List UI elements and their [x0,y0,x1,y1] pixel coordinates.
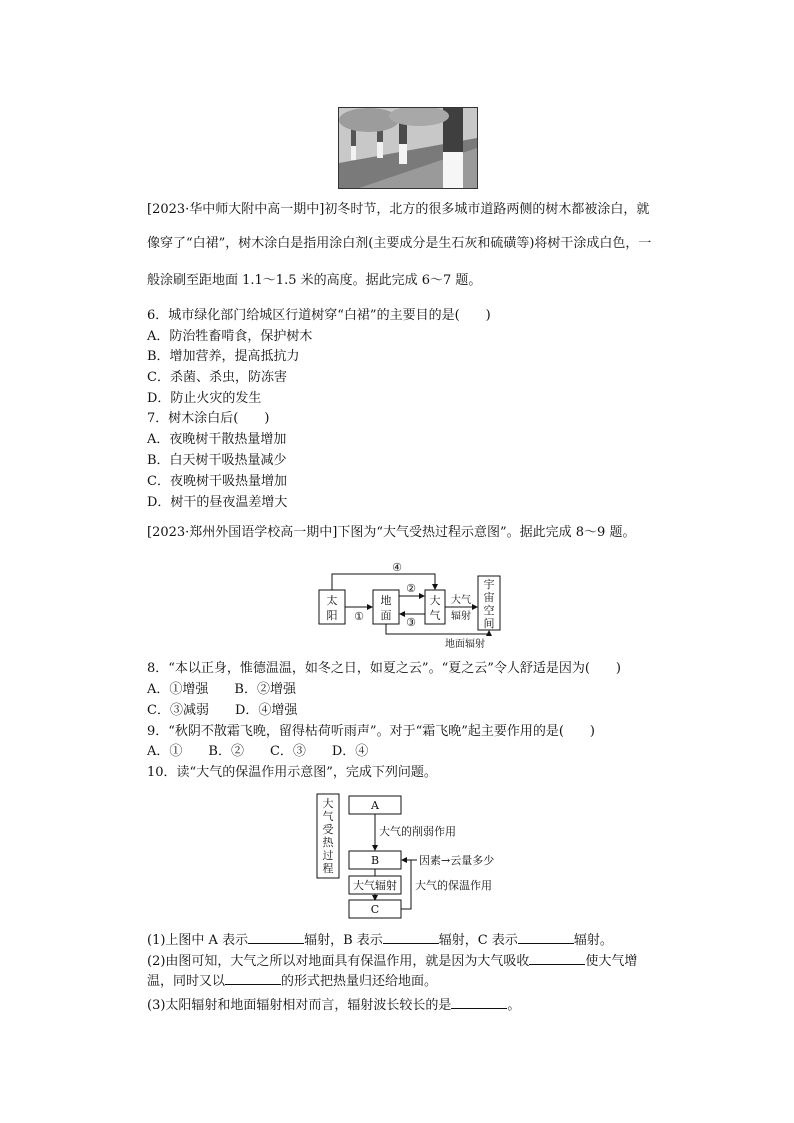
answer-blank-a[interactable] [248,931,304,944]
q6-option-d: D．防止火灾的发生 [147,391,262,406]
q9-options-row: A．① B．② C．③ D．④ [147,744,369,759]
ground-label-2: 面 [380,609,392,622]
q7-option-a: A．夜晚树干散热量增加 [147,432,287,447]
answer-blank-b[interactable] [383,931,439,944]
side-char-2: 气 [322,810,334,823]
keep-warm-label: 大气的保温作用 [415,879,492,892]
q7-option-c: C．夜晚树干吸热量增加 [147,474,287,489]
q7-stem: 7．树木涂白后( ) [147,411,270,426]
sub2-text-3: 温，同时又以 [147,974,226,989]
arrow-2-label: ② [406,582,416,595]
space-label-1: 宇 [483,578,495,591]
space-label-2: 宙 [483,591,495,604]
sub2-text-4: 的形式把热量归还给地面。 [281,974,438,989]
ground-label-1: 地 [380,594,392,607]
box-c-label: C [370,903,380,916]
answer-blank-form[interactable] [225,972,281,985]
intro-line-3: 般涂刷至距地面 1.1～1.5 米的高度。据此完成 6～7 题。 [147,273,482,288]
q9-stem: 9．“秋阴不散霜飞晚，留得枯荷听雨声”。对于“霜飞晚”起主要作用的是( ) [147,724,595,739]
side-char-6: 程 [322,862,334,875]
sub2-text-2: 使大气增 [585,954,638,969]
ground-radiation-label: 地面辐射 [445,639,485,650]
q10-stem: 10．读“大气的保温作用示意图”，完成下列问题。 [147,765,437,780]
sub-question-2-line-2 [147,972,437,991]
q7-option-d: D．树干的昼夜温差增大 [147,495,288,510]
atmosphere-radiation-label-2: 辐射 [451,611,471,622]
sub1-text-2: 辐射，B 表示 [304,933,383,948]
arrow-4-label: ④ [392,561,402,574]
sub1-text-3: 辐射，C 表示 [438,933,518,948]
sub-question-2-line-1 [147,952,637,971]
intro-line-1: [2023·华中师大附中高一期中]初冬时节，北方的很多城市道路两侧的树木都被涂白，就 [147,202,650,217]
q6-option-c: C．杀菌、杀虫，防冻害 [147,370,287,385]
sub3-text-2: 。 [507,998,521,1013]
intro-2: [2023·郑州外国语学校高一期中]下图为“大气受热过程示意图”。据此完成 8～9 题。 [147,525,636,540]
atmosphere-label-2: 气 [429,609,441,622]
atmosphere-radiation-box-label: 大气辐射 [353,879,397,892]
atmosphere-insulation-diagram [313,792,513,920]
sun-label-2: 阳 [326,609,338,622]
q8-options-row-2: C．③减弱 D．④增强 [147,703,298,718]
q8-stem: 8．“本以正身，惟德温温，如冬之日，如夏之云”。“夏之云”令人舒适是因为( ) [147,661,621,676]
side-char-5: 过 [322,849,334,862]
space-label-3: 空 [483,604,495,617]
q8-options-row-1: A．①增强 B．②增强 [147,682,296,697]
sub-question-1 [147,931,613,950]
weaken-label: 大气的削弱作用 [379,825,456,838]
arrow-1-label: ① [354,610,364,623]
answer-blank-absorb[interactable] [529,952,585,965]
sun-label-1: 太 [326,594,338,607]
box-b-label: B [370,854,380,867]
box-a-label: A [371,799,379,812]
atmosphere-radiation-label-1: 大气 [451,595,471,606]
atmosphere-heating-diagram [315,558,505,653]
sub3-text-1: (3)太阳辐射和地面辐射相对而言，辐射波长较长的是 [147,998,452,1013]
side-char-1: 大 [322,797,334,810]
space-label-4: 间 [483,617,495,630]
sub-question-3 [147,996,520,1015]
factor-label: 因素→云量多少 [419,854,495,867]
tree-photo-drawing [339,108,477,188]
side-char-4: 热 [322,836,334,849]
answer-blank-c[interactable] [518,931,574,944]
sub1-text-1: (1)上图中 A 表示 [147,933,249,948]
q6-option-a: A．防治牲畜啃食，保护树木 [147,329,313,344]
sub2-text-1: (2)由图可知，大气之所以对地面具有保温作用，就是因为大气吸收 [147,954,530,969]
q7-option-b: B．白天树干吸热量减少 [147,453,287,468]
intro-line-2: 像穿了“白裙”，树木涂白是指用涂白剂(主要成分是生石灰和硫磺等)将树干涂成白色，一 [147,236,652,251]
atmosphere-label-1: 大 [429,594,441,607]
tree-photo [338,107,478,189]
side-char-3: 受 [322,823,334,836]
q6-stem: 6．城市绿化部门给城区行道树穿“白裙”的主要目的是( ) [147,308,491,323]
answer-blank-wavelength[interactable] [451,996,507,1009]
sub1-text-4: 辐射。 [573,933,613,948]
q6-option-b: B．增加营养，提高抵抗力 [147,349,300,364]
arrow-3-label: ③ [406,616,416,629]
